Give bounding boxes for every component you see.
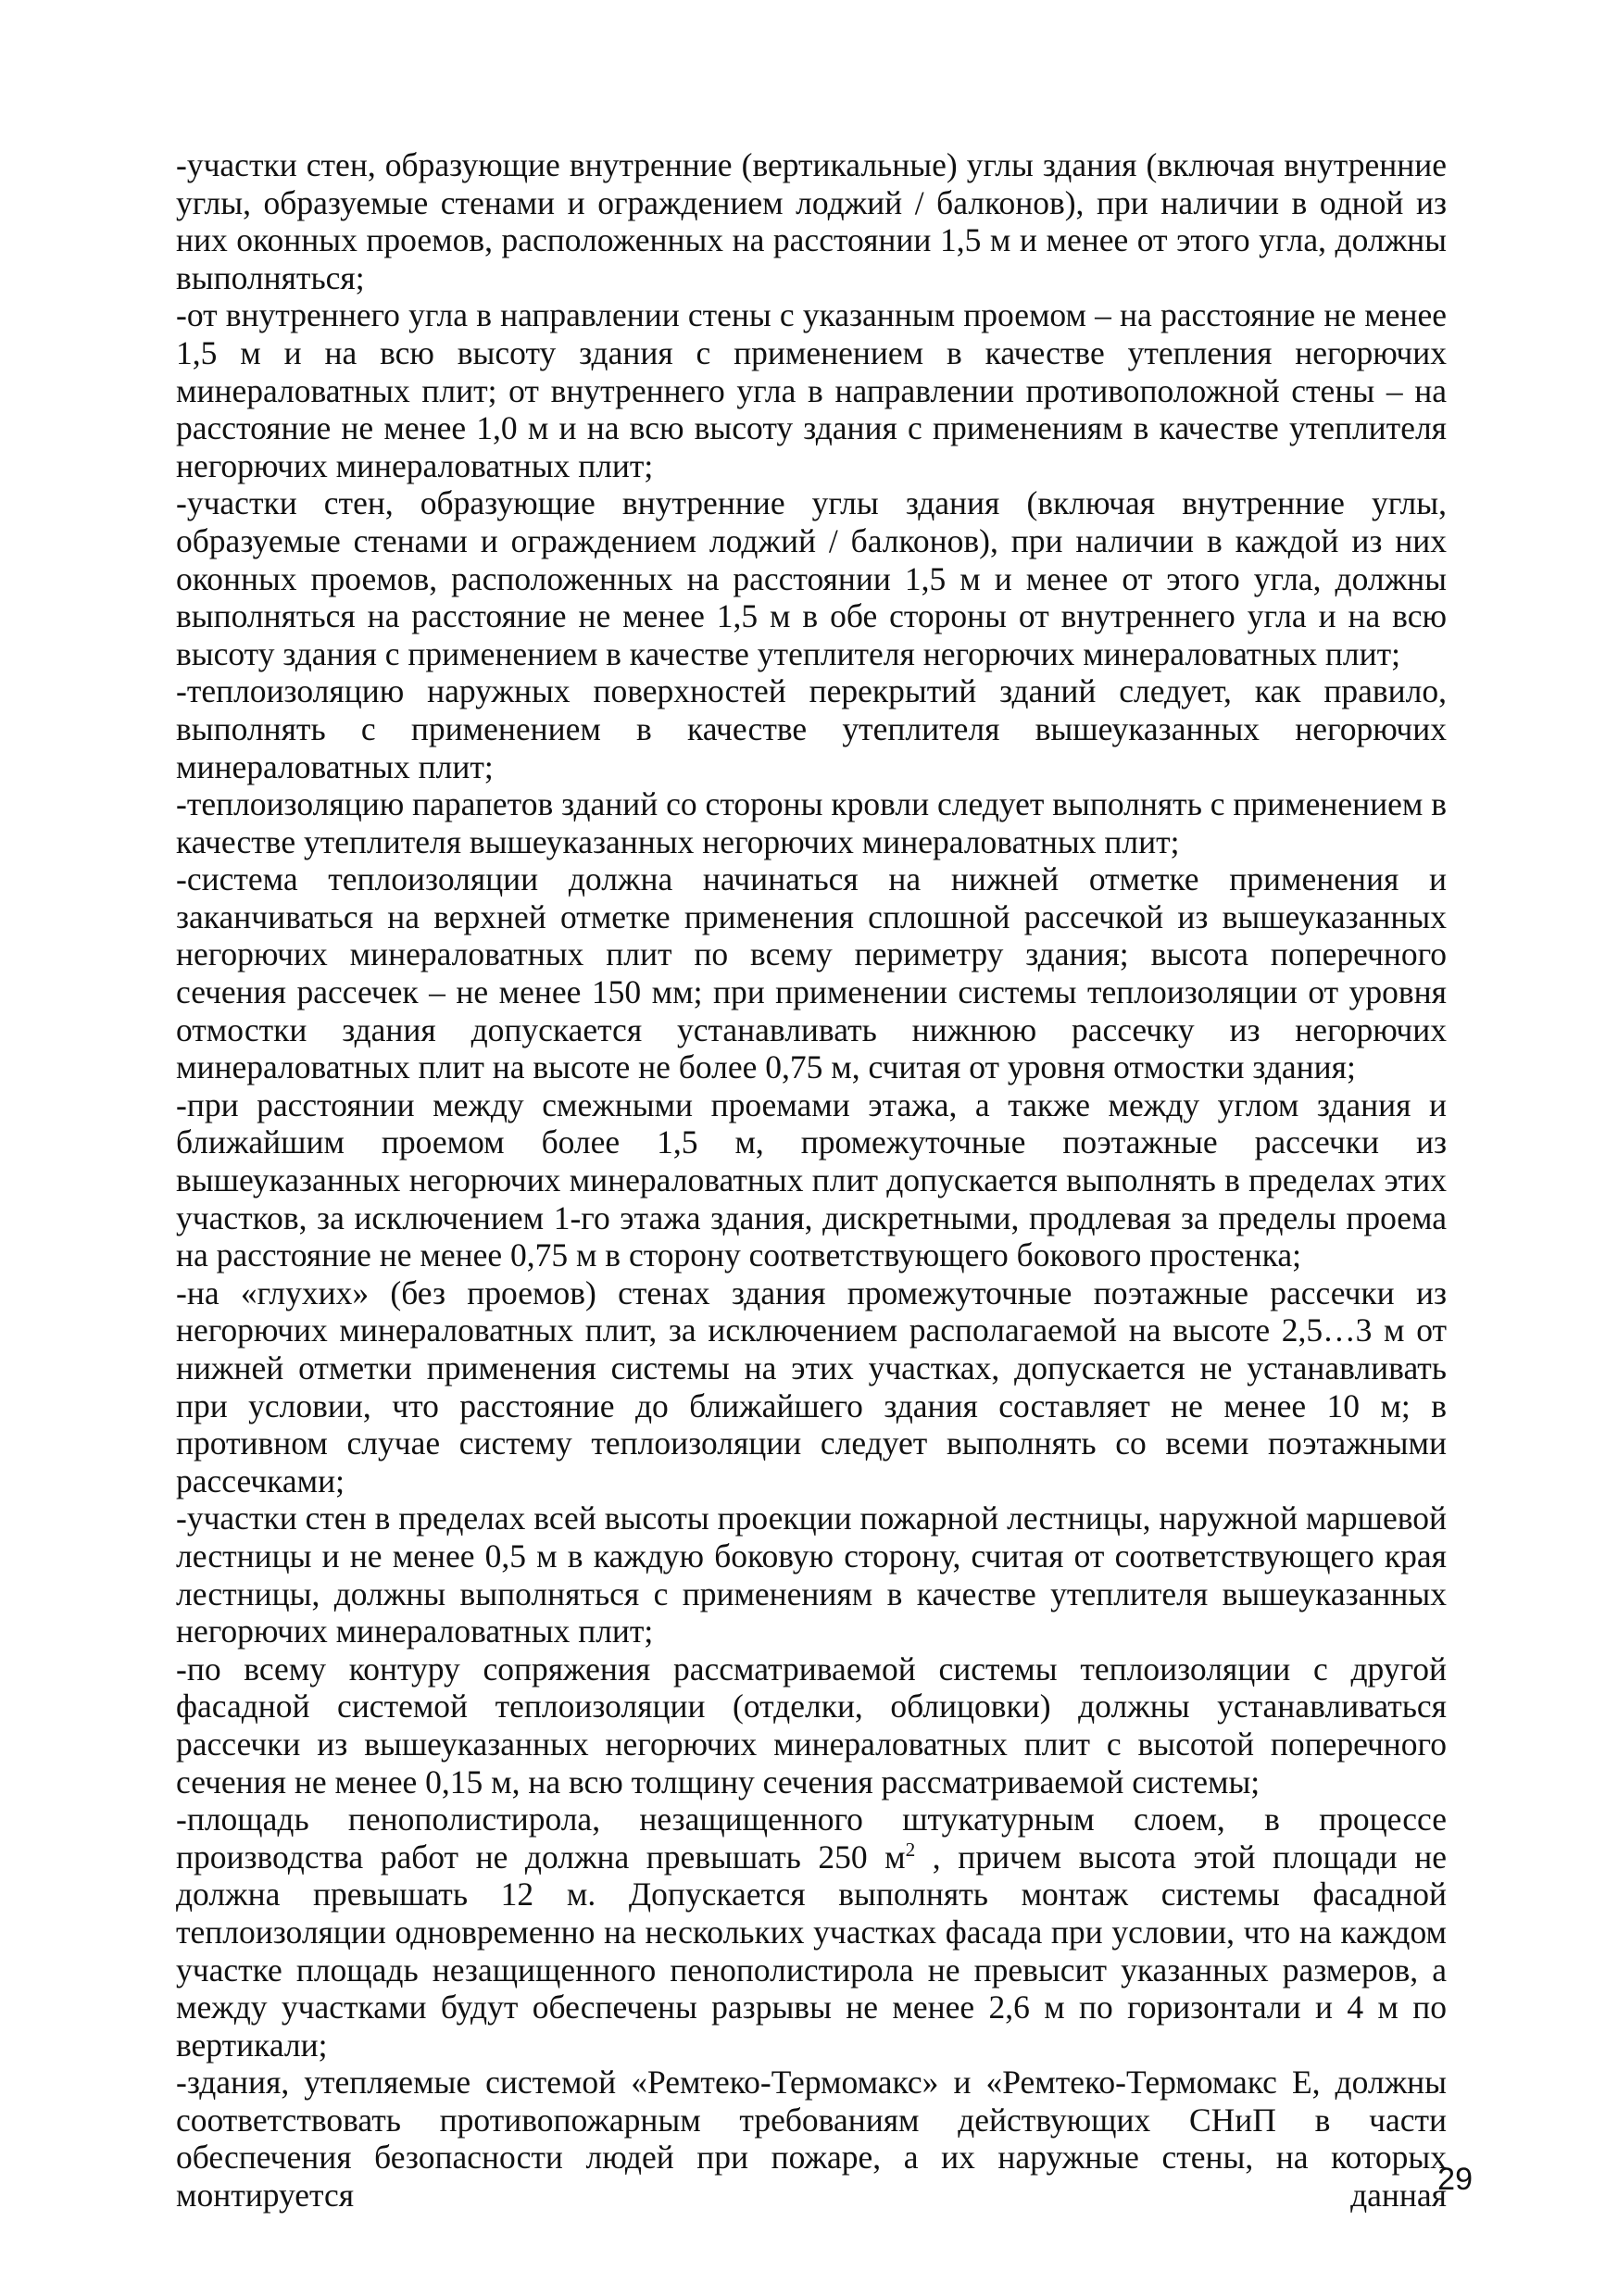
- paragraph-system-junction: -по всему контуру сопряжения рассматриваемой системы теплоизоляции с другой фасадной системой теплоизоляции (отделки, облицовки) должны устанавливаться рассечки из вышеуказанных негорючих минераловатных плит с высотой поперечного сечения не менее 0,15 м, на всю толщину сечения рассматриваемой системы;: [176, 1650, 1447, 1800]
- paragraph-fire-stair-walls: -участки стен в пределах всей высоты проекции пожарной лестницы, наружной маршевой лестницы и не менее 0,5 м в каждую боковую сторону, считая от соответствующего края лестницы, должны выполняться с применениям в качестве утеплителя вышеуказанных негорючих минераловатных плит;: [176, 1499, 1447, 1650]
- body-text: [176, 146, 1447, 2214]
- paragraph-fire-requirements: -здания, утепляемые системой «Ремтеко-Термомакс» и «Ремтеко-Термомакс Е, должны соответствовать противопожарным требованиям действующих СНиП в части обеспечения безопасности людей при пожаре, а их наружные стены, на которых монтируется данная: [176, 2064, 1447, 2214]
- paragraph-inner-corners-both-openings: -участки стен, образующие внутренние углы здания (включая внутренние углы, образуемые стенами и ограждением лоджий / балконов), при наличии в каждой из них оконных проемов, расположенных на расстоянии 1,5 м и менее от этого угла, должны выполняться на расстояние не менее 1,5 м в обе стороны от внутреннего угла и на всю высоту здания с применением в качестве утеплителя негорючих минераловатных плит;: [176, 484, 1447, 672]
- paragraph-blank-walls: -на «глухих» (без проемов) стенах здания промежуточные поэтажные рассечки из негорючих минераловатных плит, за исключением располагаемой на высоте 2,5…3 м от нижней отметки применения системы на этих участках, допускается не устанавливать при условии, что расстояние до ближайшего здания составляет не менее 10 м; в противном случае систему теплоизоляции следует выполнять со всеми поэтажными рассечками;: [176, 1273, 1447, 1499]
- paragraph-continuous-cutoff: -система теплоизоляции должна начинаться на нижней отметке применения и заканчиваться на верхней отметке применения сплошной рассечкой из вышеуказанных негорючих минераловатных плит по всему периметру здания; высота поперечного сечения рассечек – не менее 150 мм; при применении системы теплоизоляции от уровня отмостки здания допускается устанавливать нижнюю рассечку из негорючих минераловатных плит на высоте не более 0,75 м, считая от уровня отмостки здания;: [176, 860, 1447, 1086]
- area-text-after: , причем высота этой площади не должна превышать 12 м. Допускается выполнять монтаж системы фасадной теплоизоляции одновременно на нескольких участках фасада при условии, что на каждом участке площадь незащищенного пенополистирола не превысит указанных размеров, а между участками будут обеспечены разрывы не менее 2,6 м по горизонтали и 4 м по вертикали;: [176, 1838, 1447, 2064]
- paragraph-parapet-insulation: -теплоизоляцию парапетов зданий со стороны кровли следует выполнять с применением в качестве утеплителя вышеуказанных негорючих минераловатных плит;: [176, 785, 1447, 860]
- paragraph-corner-opening-direction: -от внутреннего угла в направлении стены с указанным проемом – на расстояние не менее 1,5 м и на всю высоту здания с применением в качестве утепления негорючих минераловатных плит; от внутреннего угла в направлении противоположной стены – на расстояние не менее 1,0 м и на всю высоту здания с применениям в качестве утеплителя негорючих минераловатных плит;: [176, 296, 1447, 484]
- page-number: 29: [1437, 2162, 1473, 2197]
- area-superscript: 2: [905, 1838, 916, 1861]
- paragraph-unprotected-eps-area: [176, 1800, 1447, 2064]
- area-text-before: -площадь пенополистирола, незащищенного штукатурным слоем, в процессе производства работ не должна превышать 250 м: [176, 1800, 1447, 1876]
- paragraph-intermediate-cutoffs: -при расстоянии между смежными проемами этажа, а также между углом здания и ближайшим проемом более 1,5 м, промежуточные поэтажные рассечки из вышеуказанных негорючих минераловатных плит допускается выполнять в пределах этих участков, за исключением 1-го этажа здания, дискретными, продлевая за пределы проема на расстояние не менее 0,75 м в сторону соответствующего бокового простенка;: [176, 1085, 1447, 1274]
- paragraph-inner-vertical-corners: -участки стен, образующие внутренние (вертикальные) углы здания (включая внутренние углы, образуемые стенами и ограждением лоджий / балконов), при наличии в одной из них оконных проемов, расположенных на расстоянии 1,5 м и менее от этого угла, должны выполняться;: [176, 146, 1447, 296]
- paragraph-floor-slab-insulation: -теплоизоляцию наружных поверхностей перекрытий зданий следует, как правило, выполнять с применением в качестве утеплителя вышеуказанных негорючих минераловатных плит;: [176, 672, 1447, 785]
